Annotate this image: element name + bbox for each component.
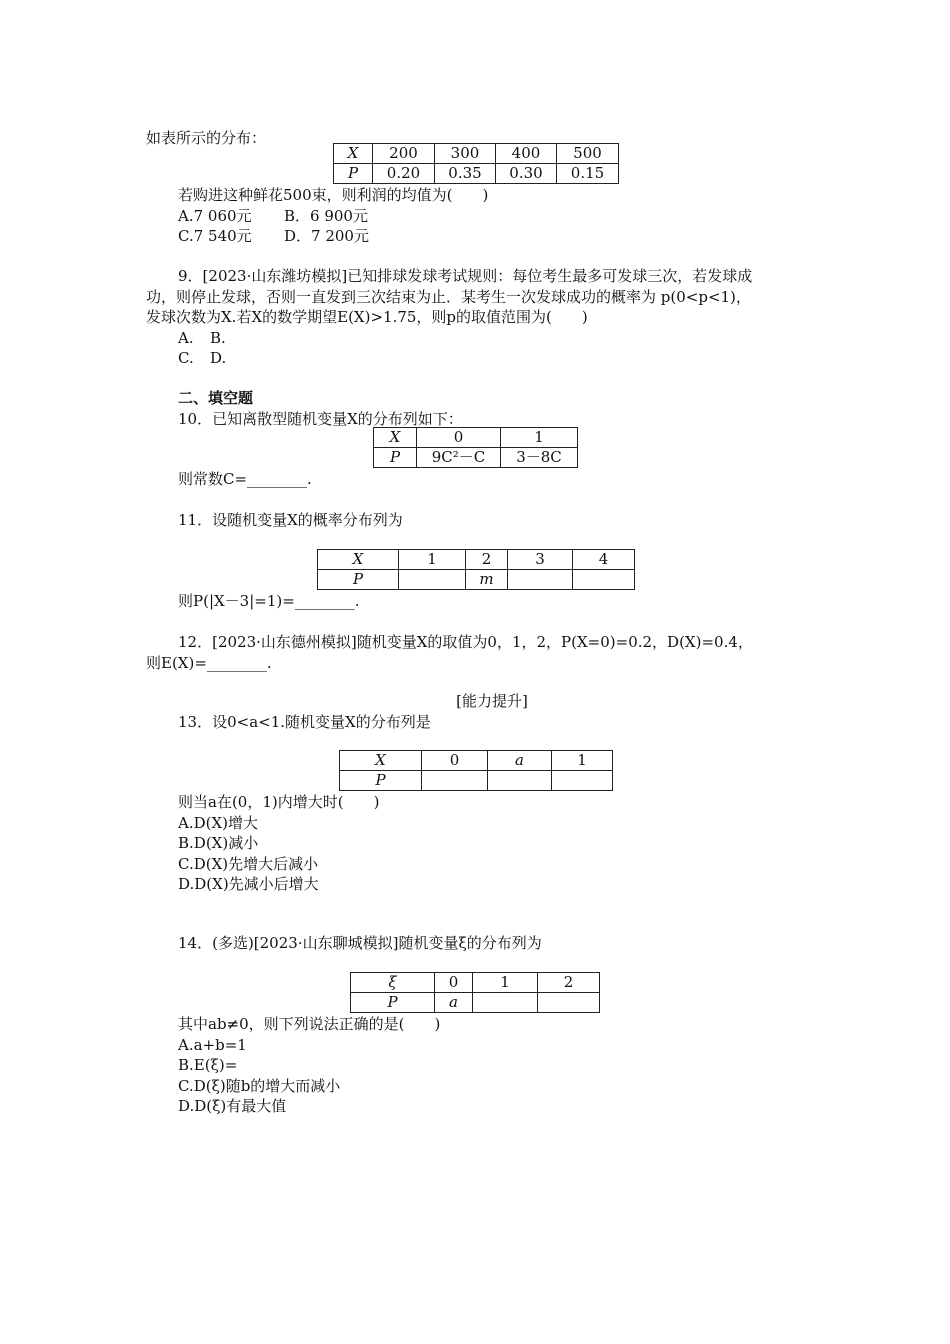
q12-line-1: 12．[2023·山东德州模拟]随机变量X的取值为0，1，2，P(X=0)=0.2，D(X)=0.4， [178, 633, 753, 651]
q9-options-row-2 [146, 348, 806, 369]
table-cell: 0 [422, 751, 488, 771]
table-cell: 2 [538, 973, 600, 993]
q10-answer: 则常数C=________. [178, 470, 312, 488]
table-cell: a [435, 993, 473, 1013]
q13-question-block [146, 792, 806, 895]
q8-question: 若购进这种鲜花500束，则利润的均值为( ) [178, 186, 489, 204]
q13-option-d: D.D(X)先减小后增大 [178, 875, 319, 893]
q13-stem: 13．设0<a<1.随机变量X的分布列是 [178, 712, 431, 731]
section-fill-in [146, 388, 806, 429]
q13-option-b: B.D(X)减小 [178, 834, 259, 852]
table-cell: 3 [508, 550, 573, 570]
q14-option-c: C.D(ξ)随b的增大而减小 [178, 1076, 341, 1095]
q10-stem: 10．已知离散型随机变量X的分布列如下： [178, 409, 463, 428]
q13-question: 则当a在(0，1)内增大时( ) [178, 793, 380, 811]
table-row [351, 973, 600, 993]
table-cell: 0.20 [373, 164, 435, 184]
q9-option-b: B. [210, 328, 226, 347]
q14-stem: 14．(多选)[2023·山东聊城模拟]随机变量ξ的分布列为 [178, 934, 542, 952]
table-cell: P [351, 993, 435, 1013]
q14-stem-block [146, 933, 806, 954]
q8-distribution-table [333, 143, 619, 184]
q11-stem-block [146, 510, 806, 531]
table-row [374, 428, 578, 448]
q14-distribution-table [350, 972, 600, 1013]
table-cell [508, 570, 573, 590]
table-row [334, 144, 619, 164]
q8-question-block [146, 185, 806, 247]
q13-distribution-table [339, 750, 613, 791]
q9-line-2: 功，则停止发球，否则一直发到三次结束为止．某考生一次发球成功的概率为 p(0<p<1)， [146, 287, 751, 306]
table-cell: X [340, 751, 422, 771]
table-cell: 1 [552, 751, 613, 771]
table-row [318, 570, 635, 590]
table-row [334, 164, 619, 184]
q8-option-c: C.7 540元 [178, 227, 252, 245]
q14-option-a: A.a+b=1 [178, 1035, 247, 1054]
q11-stem: 11．设随机变量X的概率分布列为 [178, 511, 403, 529]
q8-option-d: D．7 200元 [284, 227, 369, 245]
table-cell: m [466, 570, 508, 590]
q9-option-c: C. [178, 349, 194, 367]
q14-question: 其中ab≠0，则下列说法正确的是( ) [178, 1015, 441, 1033]
table-cell: 0 [417, 428, 501, 448]
q8-options-row-1 [146, 206, 806, 227]
table-cell: 200 [373, 144, 435, 164]
table-cell: 9C²－C [417, 448, 501, 468]
table-cell: P [334, 164, 373, 184]
table-cell [538, 993, 600, 1013]
table-cell: 1 [501, 428, 578, 448]
table-cell [552, 771, 613, 791]
q10-distribution-table [373, 427, 578, 468]
table-row [374, 448, 578, 468]
table-cell [399, 570, 466, 590]
table-cell: 1 [399, 550, 466, 570]
table-cell [422, 771, 488, 791]
table-cell: P [318, 570, 399, 590]
q11-answer: 则P(|X－3|=1)=________. [178, 592, 360, 610]
q9-line-3: 发球次数为X.若X的数学期望E(X)>1.75，则p的取值范围为( ) [146, 308, 588, 326]
q8-option-b: B．6 900元 [284, 206, 368, 225]
table-cell: 4 [573, 550, 635, 570]
table-cell: 300 [435, 144, 496, 164]
table-row [318, 550, 635, 570]
table-cell: 0.35 [435, 164, 496, 184]
table-row [351, 993, 600, 1013]
table-cell [488, 771, 552, 791]
q9-options-row-1 [146, 328, 806, 349]
q12-block [146, 632, 806, 673]
section-title: [能力提升] [456, 692, 528, 710]
table-cell: 0.30 [496, 164, 557, 184]
table-cell: 2 [466, 550, 508, 570]
q14-option-b: B.E(ξ)= [178, 1056, 238, 1074]
q11-distribution-table [317, 549, 635, 590]
table-cell: a [488, 751, 552, 771]
section-title: 二、填空题 [178, 389, 254, 407]
table-cell [473, 993, 538, 1013]
table-row [340, 751, 613, 771]
table-cell: 500 [557, 144, 619, 164]
q8-intro-text: 如表所示的分布： [146, 129, 267, 147]
table-cell: X [318, 550, 399, 570]
q9-option-a: A. [178, 328, 194, 347]
q13-option-a: A.D(X)增大 [178, 813, 259, 832]
q9-option-d: D. [210, 349, 227, 367]
q8-options-row-2 [146, 226, 806, 247]
table-cell: P [340, 771, 422, 791]
table-cell: X [374, 428, 417, 448]
table-cell: 3－8C [501, 448, 578, 468]
q14-option-d: D.D(ξ)有最大值 [178, 1097, 287, 1115]
table-row [340, 771, 613, 791]
table-cell: P [374, 448, 417, 468]
q14-question-block [146, 1014, 806, 1117]
q8-option-a: A.7 060元 [178, 206, 252, 225]
section-ability [146, 691, 806, 732]
table-cell: 0.15 [557, 164, 619, 184]
table-cell: ξ [351, 973, 435, 993]
q12-line-2: 则E(X)=________. [146, 653, 272, 672]
table-cell: 1 [473, 973, 538, 993]
q9-block [146, 266, 806, 369]
table-cell: 400 [496, 144, 557, 164]
q13-option-c: C.D(X)先增大后减小 [178, 854, 319, 873]
table-cell: 0 [435, 973, 473, 993]
table-cell: X [334, 144, 373, 164]
table-cell [573, 570, 635, 590]
q10-answer-block [146, 469, 806, 490]
q11-answer-block [146, 591, 806, 612]
q9-line-1: 9．[2023·山东潍坊模拟]已知排球发球考试规则：每位考生最多可发球三次，若发球成 [178, 267, 753, 285]
